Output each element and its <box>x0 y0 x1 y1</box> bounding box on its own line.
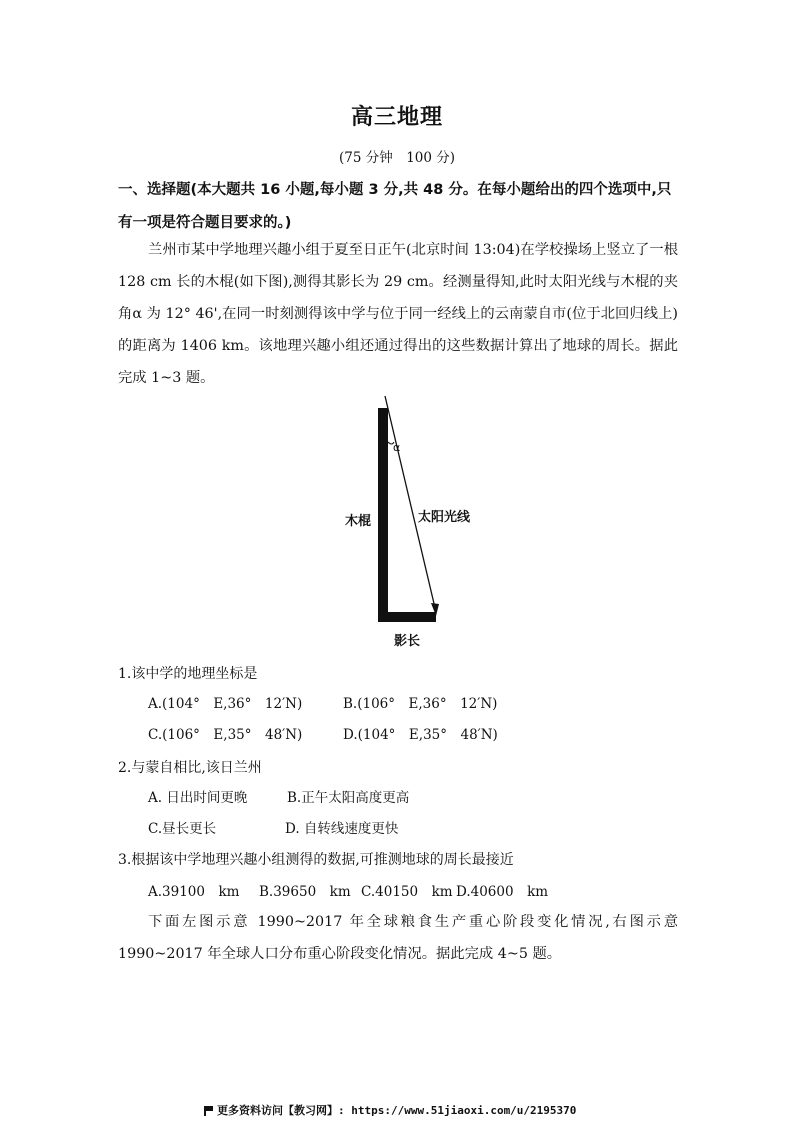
flag-icon <box>204 1106 213 1115</box>
passage-2: 下面左图示意 1990~2017 年全球粮食生产重心阶段变化情况,右图示意 1990~2017 年全球人口分布重心阶段变化情况。据此完成 4~5 题。 <box>118 914 678 962</box>
question-3-option-c: C.40150 km <box>361 884 453 900</box>
question-2-option-c: C.昼长更长 <box>148 821 217 837</box>
question-3-option-a: A.39100 km <box>148 884 240 900</box>
sunray-line <box>385 396 436 612</box>
footer-text: 更多资料访问【教习网】: https://www.51jiaoxi.com/u/2195370 <box>217 1104 577 1117</box>
shadow-bar <box>378 612 436 622</box>
question-3-option-b: B.39650 km <box>259 884 351 900</box>
shadow-label: 影长 <box>394 634 421 649</box>
question-2-option-b: B.正午太阳高度更高 <box>287 790 410 806</box>
question-2-option-a: A. 日出时间更晚 <box>148 790 248 806</box>
exam-time-score: (75 分钟 100 分) <box>338 150 456 166</box>
question-1-option-a: A.(104° E,36° 12′N) <box>148 696 303 712</box>
stick-label: 木棍 <box>345 514 372 529</box>
stick-shadow-figure <box>330 390 510 652</box>
question-3-stem: 3.根据该中学地理兴趣小组测得的数据,可推测地球的周长最接近 <box>118 852 514 868</box>
footer-link[interactable] <box>204 1102 576 1118</box>
question-1-option-c: C.(106° E,35° 48′N) <box>148 727 303 743</box>
question-1-option-d: D.(104° E,35° 48′N) <box>343 727 498 743</box>
page-title: 高三地理 <box>350 105 443 130</box>
question-2-stem: 2.与蒙自相比,该日兰州 <box>118 760 262 776</box>
stick-bar <box>378 408 388 622</box>
question-1-option-b: B.(106° E,36° 12′N) <box>343 696 498 712</box>
question-1-stem: 1.该中学的地理坐标是 <box>118 666 258 682</box>
question-3-option-d: D.40600 km <box>456 884 549 900</box>
sunray-label: 太阳光线 <box>418 510 471 525</box>
question-2-option-d: D. 自转线速度更快 <box>285 821 399 837</box>
angle-alpha-label: α <box>393 441 401 454</box>
section-heading: 一、选择题(本大题共 16 小题,每小题 3 分,共 48 分。在每小题给出的四个选项中,只有一项是符合题目要求的。) <box>118 182 672 231</box>
passage-1: 兰州市某中学地理兴趣小组于夏至日正午(北京时间 13:04)在学校操场上竖立了一根 128 cm 长的木棍(如下图),测得其影长为 29 cm。经测量得知,此时太阳光线与木棍的夹角α 为 12° 46',在同一时刻测得该中学与位于同一经线上的云南蒙自市(位于北回归线上)的距离为 1406 km。该地理兴趣小组还通过得出的这些数据计算出了地球的周长。据此完成 1~3 题。 <box>118 242 678 386</box>
